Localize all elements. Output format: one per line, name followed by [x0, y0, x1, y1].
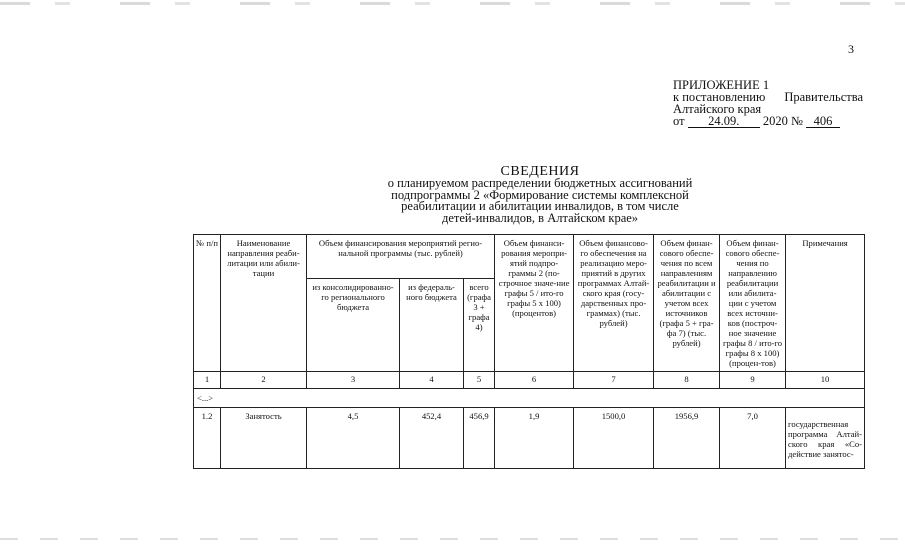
- column-number: 10: [786, 372, 865, 389]
- row-all-sources: 1956,9: [654, 408, 720, 469]
- column-number: 8: [654, 372, 720, 389]
- header-group: Объем финансирования мероприятий регио-нальной программы (тыс. рублей): [307, 235, 495, 279]
- header-col8: Объем финан-сового обеспе-чения по всем направлениям реабилитации и абилитации с учетом всех источников (графа 5 + гра-фа 7) (тыс. рублей): [654, 235, 720, 372]
- row-note: государственная программа Алтай-ского края «Со-действие занятос-: [786, 408, 865, 469]
- appendix-block: [673, 79, 863, 128]
- row-percent-sub: 1,9: [495, 408, 574, 469]
- column-number: 4: [400, 372, 464, 389]
- budget-table: [193, 234, 865, 469]
- row-total: 456,9: [464, 408, 495, 469]
- header-col7: Объем финансово-го обеспечения на реализацию меро-приятий в других программах Алтай-ского края (госу-дарственных про-граммах) (тыс. рублей): [574, 235, 654, 372]
- appendix-date-line: [673, 115, 863, 128]
- row-federal: 452,4: [400, 408, 464, 469]
- resolution-year: 2020 №: [762, 114, 803, 128]
- header-col2: Наименование направления реаби-литации или абили-тации: [221, 235, 307, 372]
- ellipsis-cell: <...>: [194, 389, 865, 408]
- scan-artifact-top: [0, 2, 905, 5]
- title-line2: подпрограммы 2 «Формирование системы комплексной: [391, 187, 689, 202]
- title-heading: СВЕДЕНИЯ: [500, 164, 580, 179]
- column-number: 5: [464, 372, 495, 389]
- title-line1: о планируемом распределении бюджетных ассигнований: [387, 176, 693, 190]
- header-col10: Примечания: [786, 235, 865, 372]
- header-col4: из федераль-ного бюджета: [400, 279, 464, 372]
- column-number: 7: [574, 372, 654, 389]
- appendix-line2-a: к постановлению: [673, 90, 766, 104]
- ellipsis-row: [194, 389, 865, 408]
- appendix-line3: Алтайского края: [673, 102, 762, 116]
- document-title: [360, 165, 720, 224]
- appendix-line2-b: Правительства: [784, 90, 863, 104]
- header-col6: Объем финанси-рования меропри-ятий подпро-граммы 2 (по-строчное значе-ние графы 5 / ито-го графы 5 х 100) (процентов): [495, 235, 574, 372]
- column-number: 2: [221, 372, 307, 389]
- page-number: 3: [848, 42, 854, 56]
- row-regional: 4,5: [307, 408, 400, 469]
- title-line3: реабилитации и абилитации инвалидов, в том числе: [401, 199, 679, 213]
- resolution-number: 406: [806, 116, 840, 128]
- resolution-date: 24.09.: [688, 116, 760, 128]
- title-line4: детей-инвалидов, в Алтайском крае»: [441, 210, 639, 225]
- row-number: 1.2: [194, 408, 221, 469]
- header-col1: № п/п: [194, 235, 221, 372]
- appendix-line1: ПРИЛОЖЕНИЕ 1: [673, 78, 770, 92]
- row-name: Занятость: [221, 408, 307, 469]
- header-col9: Объем финан-сового обеспе-чения по направлению реабилитации или абилита-ции с учетом всех источни-ков (построч-ное значение графы 8 / ито-го графы 8 х 100) (процен-тов): [720, 235, 786, 372]
- column-number: 1: [194, 372, 221, 389]
- column-number: 3: [307, 372, 400, 389]
- from-label: от: [673, 114, 685, 128]
- table-row: [194, 408, 865, 469]
- column-numbers-row: [194, 372, 865, 389]
- scan-artifact-bottom: [0, 538, 905, 540]
- header-col5: всего (графа 3 + графа 4): [464, 279, 495, 372]
- row-other-programs: 1500,0: [574, 408, 654, 469]
- column-number: 9: [720, 372, 786, 389]
- column-number: 6: [495, 372, 574, 389]
- header-col3: из консолидированно-го регионального бюджета: [307, 279, 400, 372]
- row-percent-all: 7,0: [720, 408, 786, 469]
